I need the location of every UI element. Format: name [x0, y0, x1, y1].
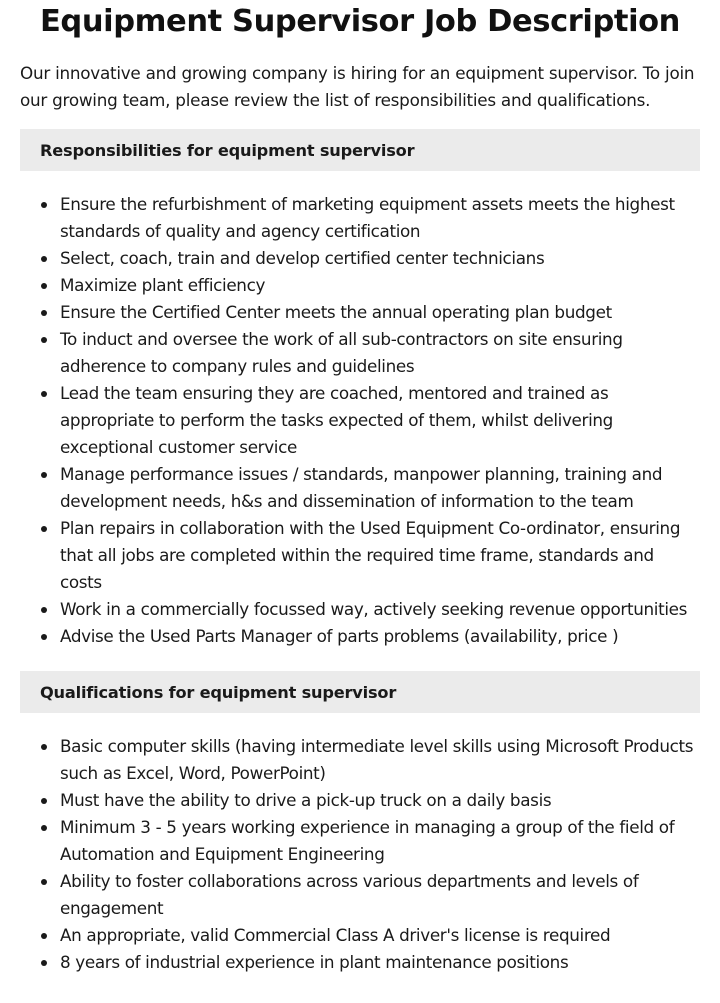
list-item: Must have the ability to drive a pick-up truck on a daily basis — [60, 787, 700, 814]
intro-paragraph: Our innovative and growing company is hiring for an equipment supervisor. To join our growing team, please review the list of responsibilities and qualifications. — [20, 63, 695, 110]
list-item: Ensure the refurbishment of marketing equipment assets meets the highest standards of quality and agency certification — [60, 191, 700, 245]
page-title: Equipment Supervisor Job Description — [39, 4, 680, 39]
responsibilities-heading: Responsibilities for equipment supervisor — [20, 129, 700, 171]
list-item: Minimum 3 - 5 years working experience in managing a group of the field of Automation and Equipment Engineering — [60, 814, 700, 868]
list-item: Ability to foster collaborations across various departments and levels of engagement — [60, 868, 700, 922]
list-item: To induct and oversee the work of all sub-contractors on site ensuring adherence to company rules and guidelines — [60, 326, 700, 380]
list-item: Ensure the Certified Center meets the annual operating plan budget — [60, 299, 700, 326]
responsibilities-list — [20, 191, 700, 650]
qualifications-heading: Qualifications for equipment supervisor — [20, 671, 700, 713]
qualifications-list — [20, 733, 700, 976]
list-item: An appropriate, valid Commercial Class A driver's license is required — [60, 922, 700, 949]
list-item: 8 years of industrial experience in plant maintenance positions — [60, 949, 700, 976]
list-item: Advise the Used Parts Manager of parts problems (availability, price ) — [60, 623, 700, 650]
list-item: Select, coach, train and develop certified center technicians — [60, 245, 700, 272]
list-item: Work in a commercially focussed way, actively seeking revenue opportunities — [60, 596, 700, 623]
list-item: Basic computer skills (having intermediate level skills using Microsoft Products such as Excel, Word, PowerPoint) — [60, 733, 700, 787]
list-item: Maximize plant efficiency — [60, 272, 700, 299]
list-item: Lead the team ensuring they are coached, mentored and trained as appropriate to perform the tasks expected of them, whilst delivering exceptional customer service — [60, 380, 700, 461]
list-item: Manage performance issues / standards, manpower planning, training and development needs, h&s and dissemination of information to the team — [60, 461, 700, 515]
list-item: Plan repairs in collaboration with the Used Equipment Co-ordinator, ensuring that all jobs are completed within the required time frame, standards and costs — [60, 515, 700, 596]
